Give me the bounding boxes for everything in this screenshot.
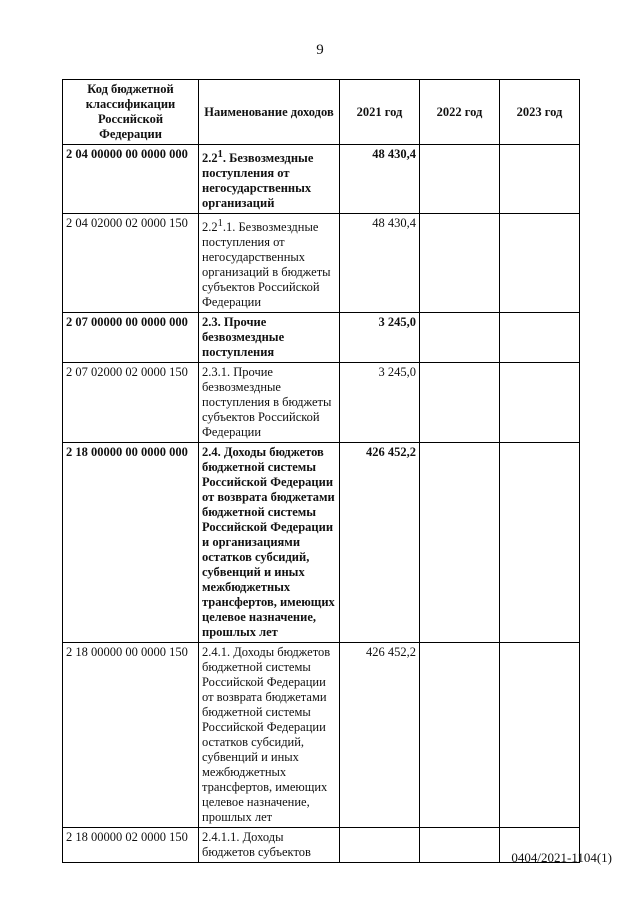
- table-row: [63, 443, 580, 643]
- row-amount-2022: [420, 313, 500, 363]
- header-2021: 2021 год: [340, 80, 420, 145]
- revenue-table: [62, 79, 580, 863]
- page-number: 9: [316, 42, 324, 58]
- row-name: $2.2^1$. Безвозмездные поступления от негосударственных организаций: [199, 145, 340, 214]
- header-code: Код бюджетной классификации Российской Федерации: [63, 80, 199, 145]
- table-header-row: [63, 80, 580, 145]
- row-amount-2023: [500, 363, 580, 443]
- row-code: 2 04 02000 02 0000 150: [63, 214, 199, 313]
- row-amount-2022: [420, 443, 500, 643]
- header-2022: 2022 год: [420, 80, 500, 145]
- row-name: 2.3.1. Прочие безвозмездные поступления в бюджеты субъектов Российской Федерации: [199, 363, 340, 443]
- row-amount-2023: [500, 313, 580, 363]
- row-amount-2021: 3 245,0: [340, 313, 420, 363]
- row-name: 2.3. Прочие безвозмездные поступления: [199, 313, 340, 363]
- row-amount-2022: [420, 145, 500, 214]
- row-amount-2023: [500, 643, 580, 828]
- table-row: [63, 828, 580, 863]
- row-amount-2021: 48 430,4: [340, 214, 420, 313]
- row-amount-2021: 426 452,2: [340, 643, 420, 828]
- row-amount-2021: [340, 828, 420, 863]
- header-name: Наименование доходов: [199, 80, 340, 145]
- table-row: [63, 214, 580, 313]
- table-row: [63, 363, 580, 443]
- row-amount-2021: 426 452,2: [340, 443, 420, 643]
- row-name: 2.4.1. Доходы бюджетов бюджетной системы Российской Федерации от возврата бюджетами бюджетной системы Российской Федерации остатков субсидий, субвенций и иных межбюджетных трансфертов, имеющих целевое назначение, прошлых лет: [199, 643, 340, 828]
- row-amount-2022: [420, 214, 500, 313]
- row-code: 2 07 00000 00 0000 000: [63, 313, 199, 363]
- row-amount-2022: [420, 643, 500, 828]
- table-row: [63, 145, 580, 214]
- row-code: 2 04 00000 00 0000 000: [63, 145, 199, 214]
- document-number: 0404/2021-1104(1): [511, 850, 612, 865]
- table-row: [63, 643, 580, 828]
- row-amount-2021: 48 430,4: [340, 145, 420, 214]
- row-amount-2023: [500, 145, 580, 214]
- row-code: 2 07 02000 02 0000 150: [63, 363, 199, 443]
- row-name: 2.4. Доходы бюджетов бюджетной системы Российской Федерации от возврата бюджетами бюджетной системы Российской Федерации и организациями остатков субсидий, субвенций и иных межбюджетных трансфертов, имеющих целевое назначение, прошлых лет: [199, 443, 340, 643]
- row-code: 2 18 00000 02 0000 150: [63, 828, 199, 863]
- row-amount-2022: [420, 363, 500, 443]
- header-2023: 2023 год: [500, 80, 580, 145]
- row-name: $2.2^1.1$. Безвозмездные поступления от негосударственных организаций в бюджеты субъектов Российской Федерации: [199, 214, 340, 313]
- table-row: [63, 313, 580, 363]
- row-code: 2 18 00000 00 0000 150: [63, 643, 199, 828]
- row-code: 2 18 00000 00 0000 000: [63, 443, 199, 643]
- row-amount-2023: [500, 443, 580, 643]
- row-amount-2021: 3 245,0: [340, 363, 420, 443]
- row-amount-2023: [500, 214, 580, 313]
- row-name: 2.4.1.1. Доходы бюджетов субъектов: [199, 828, 340, 863]
- row-amount-2022: [420, 828, 500, 863]
